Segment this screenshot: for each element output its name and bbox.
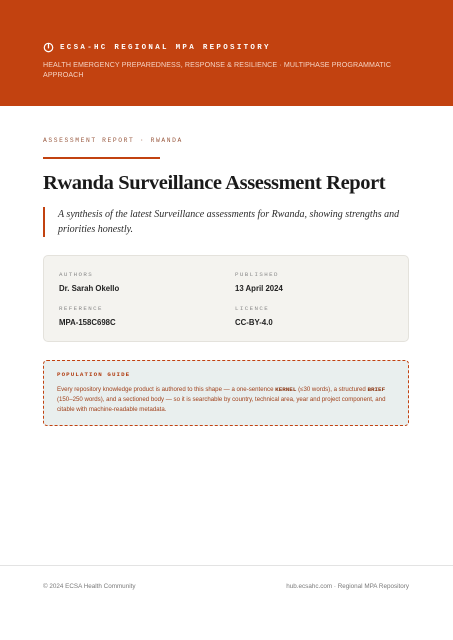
meta-reference-label: REFERENCE: [59, 305, 103, 312]
meta-authors: [59, 271, 119, 293]
accent-divider: [43, 157, 160, 159]
document-lede: A synthesis of the latest Surveillance assessments for Rwanda, showing strengths and priorities honestly.: [43, 207, 409, 237]
meta-published-value: 13 April 2024: [235, 284, 283, 293]
guide-text: [57, 385, 395, 415]
guide-code-kernel: KERNEL: [275, 386, 297, 393]
guide-code-brief: BRIEF: [367, 386, 386, 393]
meta-authors-value: Dr. Sarah Okello: [59, 284, 120, 293]
meta-published-label: PUBLISHED: [235, 271, 279, 278]
meta-licence: [235, 305, 273, 327]
guide-text-part: (≤30 words), a structured: [296, 386, 368, 393]
meta-published: [235, 271, 283, 293]
guide-title: POPULATION GUIDE: [57, 371, 131, 378]
population-guide: [43, 360, 409, 426]
meta-reference: [59, 305, 116, 327]
guide-text-part: Every repository knowledge product is authored to this shape — a one-sentence: [57, 386, 276, 393]
page-title: Rwanda Surveillance Assessment Report: [43, 172, 386, 194]
brand[interactable]: [43, 42, 271, 53]
meta-licence-value: CC-BY-4.0: [235, 318, 273, 327]
power-icon: [43, 42, 54, 53]
brand-subtitle: HEALTH EMERGENCY PREPAREDNESS, RESPONSE & RESILIENCE · MULTIPHASE PROGRAMMATIC APPROACH: [43, 61, 392, 79]
meta-licence-label: LICENCE: [235, 305, 270, 312]
guide-text-part: (150–250 words), and a sectioned body — so it is searchable by country, technical area, year and project component, and citable with machine-readable metadata.: [57, 396, 386, 413]
site-header: [0, 0, 453, 106]
brand-title: ECSA-HC REGIONAL MPA REPOSITORY: [60, 43, 271, 52]
meta-reference-value: MPA-158C698C: [59, 318, 116, 327]
document-eyebrow: ASSESSMENT REPORT · RWANDA: [43, 137, 183, 144]
footer-divider: [0, 565, 453, 566]
footer-site-link[interactable]: hub.ecsahc.com · Regional MPA Repository: [286, 583, 409, 590]
metadata-card: [43, 255, 409, 342]
meta-authors-label: AUTHORS: [59, 271, 94, 278]
footer-copyright: © 2024 ECSA Health Community: [43, 583, 136, 590]
